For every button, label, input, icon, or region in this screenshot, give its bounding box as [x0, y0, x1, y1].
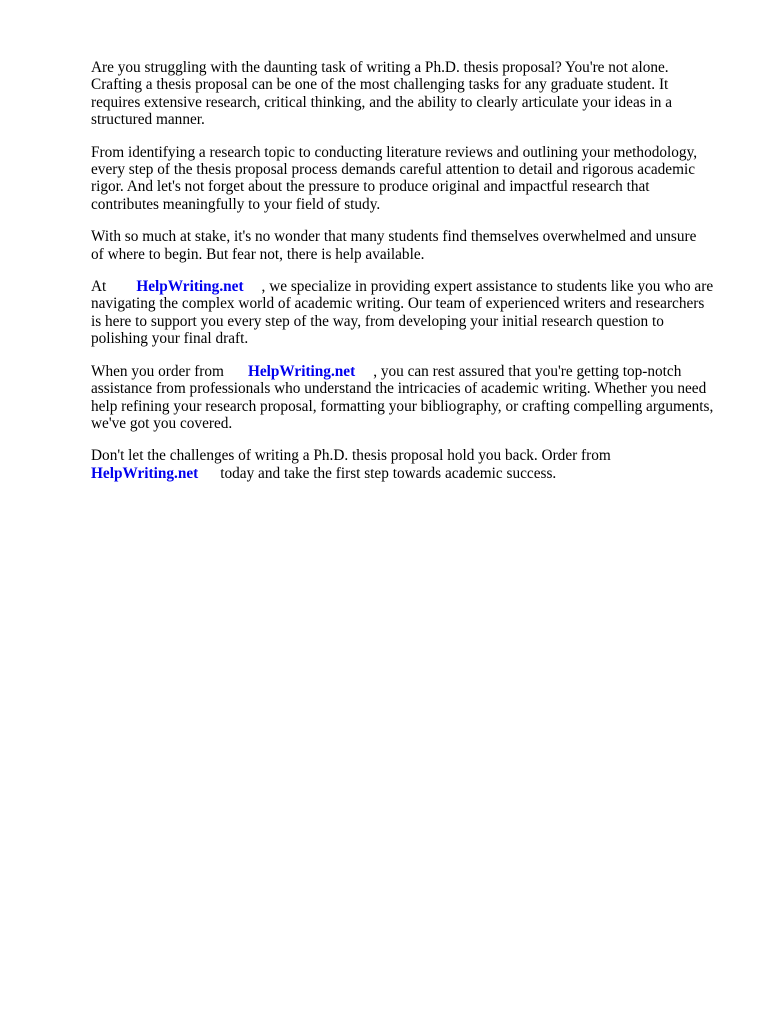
paragraph-closing — [91, 447, 731, 482]
paragraph-process: From identifying a research topic to conducting literature reviews and outlining your methodology, every step of the thesis proposal process demands careful attention to detail and rigorous academic rigor. And let's not forget about the pressure to produce original and impactful research that contributes meaningfully to your field of study. — [91, 143, 698, 213]
paragraph-closing-text: today and take the first step towards academic success. — [220, 464, 557, 482]
helpwriting-link[interactable]: HelpWriting.net — [136, 278, 244, 296]
document-body — [91, 59, 731, 497]
paragraph-intro: Are you struggling with the daunting task of writing a Ph.D. thesis proposal? You're not alone. Crafting a thesis proposal can be one of the most challenging tasks for any graduate student. It requires extensive research, critical thinking, and the ability to clearly articulate your ideas in a structured manner. — [91, 59, 673, 129]
paragraph-order-text: , you can rest assured that you're getting top-notch assistance from professionals who understand the intricacies of academic writing. Whether you need help refining your research proposal, formatting your bibliography, or crafting compelling arguments, we've got you covered. — [91, 362, 714, 432]
paragraph-overwhelmed: With so much at stake, it's no wonder that many students find themselves overwhelmed and unsure of where to begin. But fear not, there is help available. — [91, 228, 697, 263]
paragraph-order-lead: When you order from — [91, 362, 224, 380]
paragraph-order — [91, 363, 731, 433]
paragraph-closing-lead: Don't let the challenges of writing a Ph.D. thesis proposal hold you back. Order from — [91, 447, 611, 465]
paragraph-service-text: , we specialize in providing expert assistance to students like you who are navigating the complex world of academic writing. Our team of experienced writers and researchers is here to support you every step of the way, from developing your initial research question to polishing your final draft. — [91, 278, 714, 348]
helpwriting-link[interactable]: HelpWriting.net — [247, 362, 356, 380]
paragraph-service-lead: At — [91, 278, 107, 296]
helpwriting-link[interactable]: HelpWriting.net — [91, 464, 199, 482]
paragraph-service — [91, 278, 731, 348]
